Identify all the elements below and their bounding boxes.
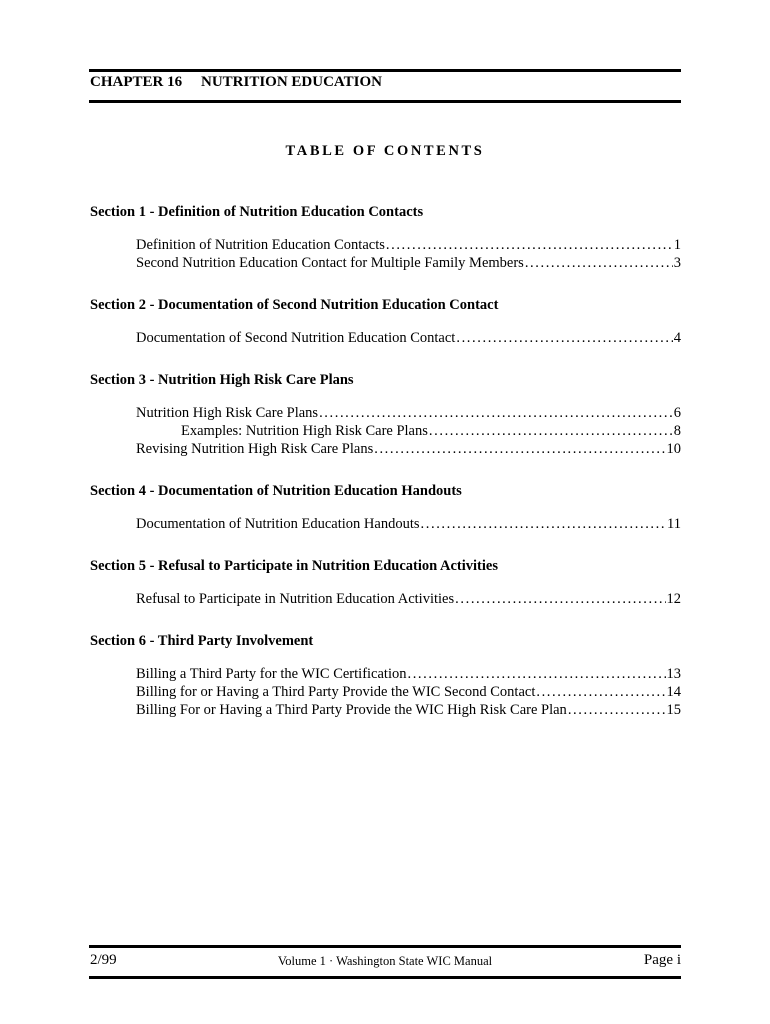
toc-entry-page: 10 — [666, 441, 681, 457]
toc-entry-label: Documentation of Nutrition Education Handouts — [136, 516, 420, 532]
dot-leader — [421, 515, 667, 533]
toc-entry-page: 12 — [666, 591, 681, 607]
chapter-heading — [90, 73, 382, 91]
toc-entry-page: 4 — [673, 330, 681, 346]
toc-entry-page: 1 — [673, 237, 681, 253]
footer-rule-bottom — [89, 976, 681, 979]
toc-entry[interactable] — [136, 329, 681, 347]
dot-leader — [456, 329, 672, 347]
dot-leader — [568, 701, 666, 719]
toc-entry-page: 8 — [673, 423, 681, 439]
dot-leader — [386, 236, 673, 254]
toc-entry-page: 14 — [666, 684, 681, 700]
toc-entry-label: Billing for or Having a Third Party Provide the WIC Second Contact — [136, 684, 536, 700]
dot-leader — [429, 422, 673, 440]
dot-leader — [319, 404, 673, 422]
toc-entry[interactable] — [136, 440, 681, 458]
footer-rule-top — [89, 945, 681, 948]
section-heading: Section 6 - Third Party Involvement — [90, 633, 314, 649]
section-heading: Section 5 - Refusal to Participate in Nutrition Education Activities — [90, 558, 498, 574]
dot-leader — [455, 590, 665, 608]
toc-entry-label: Billing a Third Party for the WIC Certification — [136, 666, 407, 682]
section-heading: Section 3 - Nutrition High Risk Care Plans — [90, 372, 354, 388]
toc-entry[interactable] — [136, 590, 681, 608]
toc-entry[interactable] — [181, 422, 681, 440]
toc-entry-label: Second Nutrition Education Contact for Multiple Family Members — [136, 255, 524, 271]
section-heading: Section 2 - Documentation of Second Nutrition Education Contact — [90, 297, 499, 313]
toc-entry-page: 15 — [666, 702, 681, 718]
dot-leader — [525, 254, 673, 272]
footer-page-number: Page i — [643, 952, 681, 968]
footer-date: 2/99 — [90, 952, 117, 968]
toc-entry-page: 6 — [673, 405, 681, 421]
toc-entry-page: 13 — [666, 666, 681, 682]
chapter-number: CHAPTER 16 — [90, 74, 183, 90]
toc-entry[interactable] — [136, 254, 681, 272]
toc-entry-label: Nutrition High Risk Care Plans — [136, 405, 319, 421]
toc-entry-page: 3 — [673, 255, 681, 271]
toc-entry-label: Documentation of Second Nutrition Education Contact — [136, 330, 456, 346]
dot-leader — [536, 683, 665, 701]
toc-entry[interactable] — [136, 236, 681, 254]
dot-leader — [374, 440, 665, 458]
toc-entry[interactable] — [136, 515, 681, 533]
section-heading: Section 1 - Definition of Nutrition Education Contacts — [90, 204, 424, 220]
toc-entry-label: Definition of Nutrition Education Contacts — [136, 237, 385, 253]
toc-entry-label: Refusal to Participate in Nutrition Education Activities — [136, 591, 455, 607]
toc-entry-page: 11 — [667, 516, 681, 532]
toc-entry-label: Revising Nutrition High Risk Care Plans — [136, 441, 374, 457]
toc-entry[interactable] — [136, 683, 681, 701]
toc-entry[interactable] — [136, 665, 681, 683]
toc-entry-label: Billing For or Having a Third Party Provide the WIC High Risk Care Plan — [136, 702, 567, 718]
header-rule-bottom — [89, 100, 681, 103]
toc-title: TABLE OF CONTENTS — [285, 143, 485, 159]
toc-entry[interactable] — [136, 404, 681, 422]
toc-entry[interactable] — [136, 701, 681, 719]
toc-entry-label: Examples: Nutrition High Risk Care Plans — [181, 423, 428, 439]
footer-manual-title: Volume 1 · Washington State WIC Manual — [277, 954, 493, 968]
header-rule-top — [89, 69, 681, 72]
section-heading: Section 4 - Documentation of Nutrition Education Handouts — [90, 483, 462, 499]
chapter-title: NUTRITION EDUCATION — [201, 74, 382, 90]
dot-leader — [407, 665, 665, 683]
